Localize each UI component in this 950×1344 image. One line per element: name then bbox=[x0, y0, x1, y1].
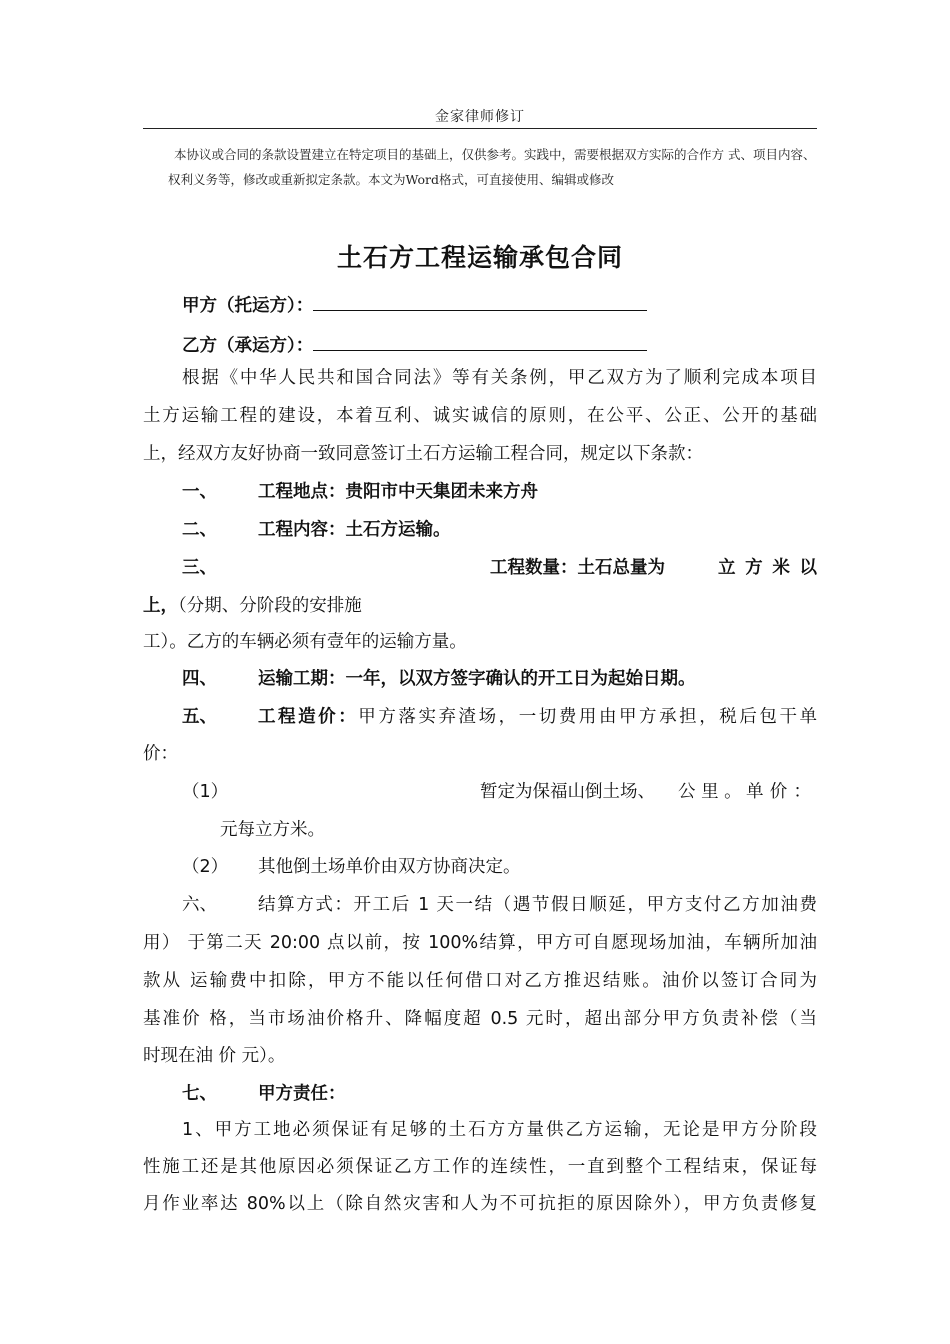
item-1-line-2: 元每立方米。 bbox=[220, 820, 325, 840]
running-header: 金家律师修订 bbox=[435, 109, 525, 125]
clause-3-num: 三、 bbox=[182, 558, 217, 578]
party-a-blank bbox=[313, 290, 647, 311]
clause-3-text: 工程数量：土石总量为 bbox=[490, 558, 665, 578]
clause-6-line-3: 款从 运输费中扣除，甲方不能以任何借口对乙方推迟结账。油价以签订合同为 bbox=[143, 971, 817, 991]
party-a-line bbox=[182, 290, 647, 318]
clause-6-line-2: 用） 于第二天 20:00 点以前，按 100%结算，甲方可自愿现场加油，车辆所加油 bbox=[143, 933, 817, 953]
item-2-text: 其他倒土场单价由双方协商决定。 bbox=[258, 857, 521, 877]
clause-6-line-5: 时现在油 价 元）。 bbox=[143, 1046, 286, 1066]
contract-title: 土石方工程运输承包合同 bbox=[336, 243, 623, 272]
clause-6-line-4: 基准价 格，当市场油价格升、降幅度超 0.5 元时，超出部分甲方负责补偿（当 bbox=[143, 1009, 817, 1029]
intro-line-1: 根据《中华人民共和国合同法》等有关条例，甲乙双方为了顺利完成本项目 bbox=[182, 368, 817, 388]
clause-5-line bbox=[258, 705, 817, 729]
party-b-blank bbox=[313, 330, 647, 351]
disclaimer-text: 本协议或合同的条款设置建立在特定项目的基础上，仅供参考。实践中，需要根据双方实际的合作方 式、项目内容、权利义务等，修改或重新拟定条款。本文为Word格式，可直接使用、编辑或修改 bbox=[168, 147, 816, 187]
intro-line-2: 土方运输工程的建设，本着互利、诚实诚信的原则，在公平、公正、公开的基础 bbox=[143, 406, 817, 426]
clause-6-text: 结算方式：开工后 1 天一结（遇节假日顺延，甲方支付乙方加油费 bbox=[258, 895, 817, 915]
clause-5-num: 五、 bbox=[182, 707, 217, 727]
clause-7-text: 甲方责任： bbox=[258, 1084, 346, 1104]
clause-5-text: 甲方落实弃渣场，一切费用由甲方承担，税后包干单 bbox=[358, 707, 818, 727]
item-1-num: （1） bbox=[182, 782, 229, 802]
clause-1-num: 一、 bbox=[182, 482, 217, 502]
clause-4-num: 四、 bbox=[182, 669, 217, 689]
clause-7-para-line-2: 性施工还是其他原因必须保证乙方工作的连续性，一直到整个工程结束，保证每 bbox=[143, 1157, 817, 1177]
item-1-price-label: 单 价 ： bbox=[746, 782, 811, 802]
clause-3-line-2-bold: 上， bbox=[143, 596, 178, 616]
clause-2-text: 工程内容：土石方运输。 bbox=[258, 520, 451, 540]
clause-7-para-line-3: 月作业率达 80%以上（除自然灾害和人为不可抗拒的原因除外），甲方负责修复 bbox=[143, 1194, 817, 1214]
clause-3-line-3: 工）。乙方的车辆必须有壹年的运输方量。 bbox=[143, 632, 467, 652]
intro-line-3: 上，经双方友好协商一致同意签订土石方运输工程合同，规定以下条款： bbox=[143, 444, 703, 464]
item-1-text: 暂定为保福山倒土场、 bbox=[480, 782, 655, 802]
header-rule bbox=[143, 128, 817, 129]
clause-3-line-2-text: （分期、分阶段的安排施 bbox=[178, 596, 362, 616]
item-1-km: 公 里 。 bbox=[678, 782, 742, 802]
party-a-label: 甲方（托运方）： bbox=[182, 296, 314, 316]
clause-5-line-2: 价： bbox=[143, 744, 178, 764]
party-b-label: 乙方（承运方）： bbox=[182, 336, 314, 356]
clause-3-line-2 bbox=[143, 594, 362, 618]
party-b-line bbox=[182, 330, 647, 358]
clause-3-unit: 立 方 米 以 bbox=[718, 558, 817, 578]
clause-6-num: 六、 bbox=[182, 895, 217, 915]
item-2-num: （2） bbox=[182, 857, 229, 877]
clause-4-text: 运输工期：一年，以双方签字确认的开工日为起始日期。 bbox=[258, 669, 696, 689]
clause-2-num: 二、 bbox=[182, 520, 217, 540]
clause-5-label: 工程造价： bbox=[258, 707, 359, 727]
clause-7-num: 七、 bbox=[182, 1084, 217, 1104]
clause-1-text: 工程地点：贵阳市中天集团未来方舟 bbox=[258, 482, 538, 502]
clause-7-para-line-1: 1、甲方工地必须保证有足够的土石方方量供乙方运输，无论是甲方分阶段 bbox=[182, 1120, 817, 1140]
